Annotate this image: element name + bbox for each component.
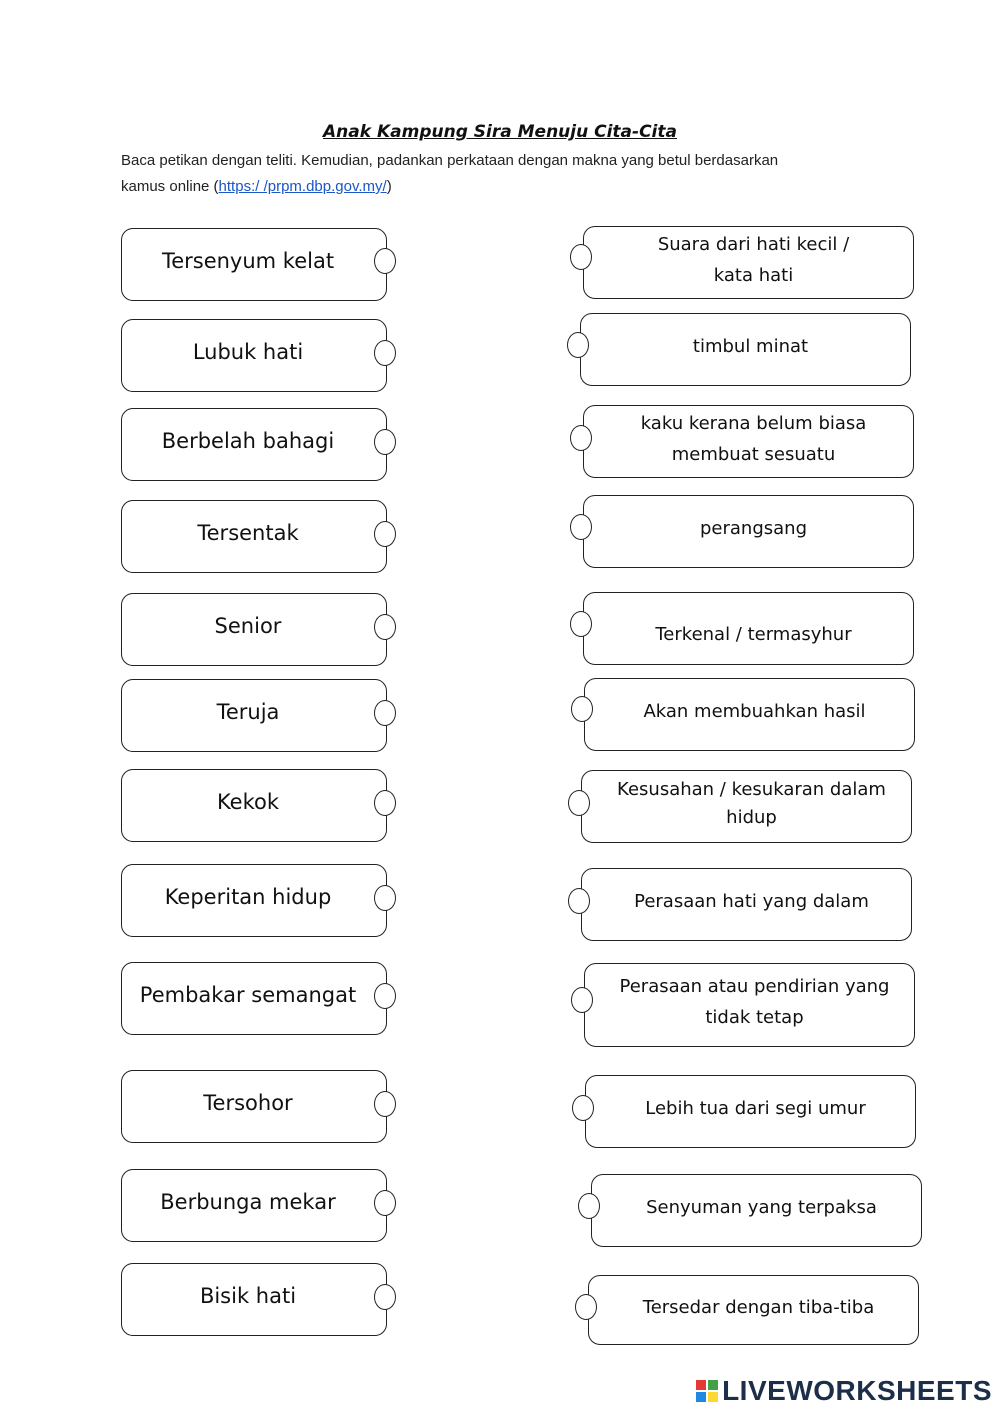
meaning-box (584, 963, 915, 1047)
term-connector-dot[interactable] (374, 248, 396, 274)
instruction-line-2 (121, 174, 881, 200)
meaning-connector-dot[interactable] (570, 425, 592, 451)
term-box (121, 500, 387, 573)
term-label: Senior (214, 613, 282, 638)
meaning-line: Senyuman yang terpaksa (646, 1197, 877, 1218)
meaning-box (584, 678, 915, 751)
logo-square (696, 1392, 706, 1402)
term-connector-dot[interactable] (374, 340, 396, 366)
term-label: Lubuk hati (192, 339, 304, 364)
term-connector-dot[interactable] (374, 1284, 396, 1310)
meaning-line: Perasaan atau pendirian yang (619, 976, 890, 997)
meaning-connector-dot[interactable] (568, 790, 590, 816)
liveworksheets-watermark (696, 1375, 992, 1407)
term-connector-dot[interactable] (374, 521, 396, 547)
term-box (121, 408, 387, 481)
meaning-connector-dot[interactable] (570, 244, 592, 270)
meaning-box (580, 313, 911, 386)
meaning-line: Tersedar dengan tiba-tiba (642, 1296, 875, 1318)
meaning-line: hidup (726, 806, 777, 828)
logo-square (696, 1380, 706, 1390)
term-label: Bisik hati (199, 1283, 297, 1308)
instruction-line-1: Baca petikan dengan teliti. Kemudian, padankan perkataan dengan makna yang betul berdasarkan (121, 152, 779, 169)
meaning-line: kaku kerana belum biasa (640, 412, 867, 434)
term-connector-dot[interactable] (374, 614, 396, 640)
logo-square (708, 1392, 718, 1402)
meaning-connector-dot[interactable] (572, 1095, 594, 1121)
meaning-connector-dot[interactable] (575, 1294, 597, 1320)
instruction-prefix: kamus online ( (121, 178, 219, 195)
term-connector-dot[interactable] (374, 429, 396, 455)
meaning-connector-dot[interactable] (570, 514, 592, 540)
meaning-connector-dot[interactable] (568, 888, 590, 914)
logo-square (708, 1380, 718, 1390)
term-connector-dot[interactable] (374, 983, 396, 1009)
term-connector-dot[interactable] (374, 885, 396, 911)
term-label: Berbelah bahagi (161, 428, 335, 453)
meaning-box (583, 226, 914, 299)
meaning-connector-dot[interactable] (570, 611, 592, 637)
term-label: Teruja (216, 699, 280, 724)
meaning-line: membuat sesuatu (671, 443, 836, 465)
meaning-connector-dot[interactable] (571, 696, 593, 722)
meaning-line: Terkenal / termasyhur (655, 624, 852, 645)
instructions (121, 148, 881, 200)
term-box (121, 1263, 387, 1336)
meaning-line: tidak tetap (705, 1007, 804, 1028)
term-connector-dot[interactable] (374, 700, 396, 726)
meaning-line: kata hati (713, 264, 794, 286)
term-connector-dot[interactable] (374, 790, 396, 816)
term-label: Pembakar semangat (139, 982, 357, 1007)
term-label: Tersenyum kelat (161, 248, 335, 273)
meaning-line: timbul minat (692, 336, 809, 357)
meaning-box (581, 770, 912, 843)
term-connector-dot[interactable] (374, 1190, 396, 1216)
meaning-line: Lebih tua dari segi umur (645, 1098, 866, 1119)
meaning-line: Perasaan hati yang dalam (634, 891, 869, 912)
term-box (121, 228, 387, 301)
meaning-connector-dot[interactable] (571, 987, 593, 1013)
term-box (121, 1070, 387, 1143)
liveworksheets-logo-icon (696, 1380, 718, 1402)
term-box (121, 864, 387, 937)
worksheet-title: Anak Kampung Sira Menuju Cita-Cita (323, 122, 677, 142)
term-label: Tersentak (197, 520, 299, 545)
term-box (121, 1169, 387, 1242)
meaning-line: perangsang (699, 518, 807, 539)
term-label: Keperitan hidup (164, 884, 332, 909)
term-box (121, 679, 387, 752)
meaning-box (583, 495, 914, 568)
term-box (121, 769, 387, 842)
meaning-connector-dot[interactable] (578, 1193, 600, 1219)
instruction-suffix: ) (386, 178, 392, 195)
dictionary-link[interactable]: https:/ /prpm.dbp.gov.my/ (218, 178, 387, 195)
meaning-line: Suara dari hati kecil / (657, 233, 850, 255)
meaning-line: Kesusahan / kesukaran dalam (617, 778, 886, 800)
meaning-box (583, 592, 914, 665)
meaning-box (581, 868, 912, 941)
term-box (121, 319, 387, 392)
term-box (121, 962, 387, 1035)
term-label: Tersohor (203, 1090, 293, 1115)
meaning-box (591, 1174, 922, 1247)
meaning-box (588, 1275, 919, 1345)
meaning-connector-dot[interactable] (567, 332, 589, 358)
meaning-box (583, 405, 914, 478)
meaning-line: Akan membuahkan hasil (643, 701, 866, 722)
brand-text: LIVEWORKSHEETS (722, 1375, 992, 1406)
term-label: Kekok (216, 789, 280, 814)
meaning-box (585, 1075, 916, 1148)
term-box (121, 593, 387, 666)
term-label: Berbunga mekar (160, 1189, 336, 1214)
term-connector-dot[interactable] (374, 1091, 396, 1117)
